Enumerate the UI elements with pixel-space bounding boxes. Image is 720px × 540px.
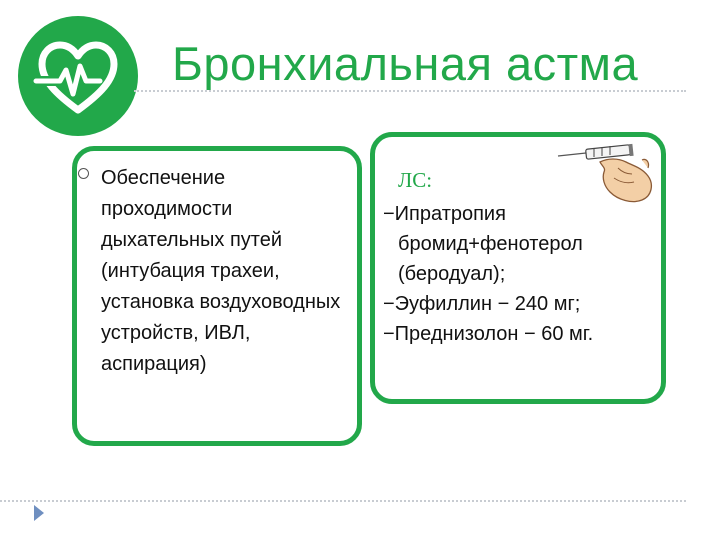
drug-line-4: −Эуфиллин − 240 мг; [383, 293, 581, 315]
right-box-heading: ЛС: [398, 168, 433, 192]
circle-bullet-icon [78, 168, 89, 179]
heart-pulse-icon [16, 14, 140, 138]
drug-line-3: (беродуал); [398, 263, 506, 285]
drug-line-1: −Ипратропия [383, 203, 506, 225]
slide-title: Бронхиальная астма [172, 37, 639, 90]
drug-line-5: −Преднизолон − 60 мг. [383, 323, 594, 345]
hand-syringe-icon [556, 138, 664, 208]
drug-line-2: бромид+фенотерол [398, 233, 583, 255]
footer-divider [0, 500, 686, 502]
triangle-arrow-icon [34, 505, 44, 521]
title-divider [134, 90, 686, 92]
left-box-text: Обеспечение проходимости дыхательных путей (интубация трахеи, установка воздуховодных устройств, ИВЛ, аспирация) [101, 167, 341, 375]
